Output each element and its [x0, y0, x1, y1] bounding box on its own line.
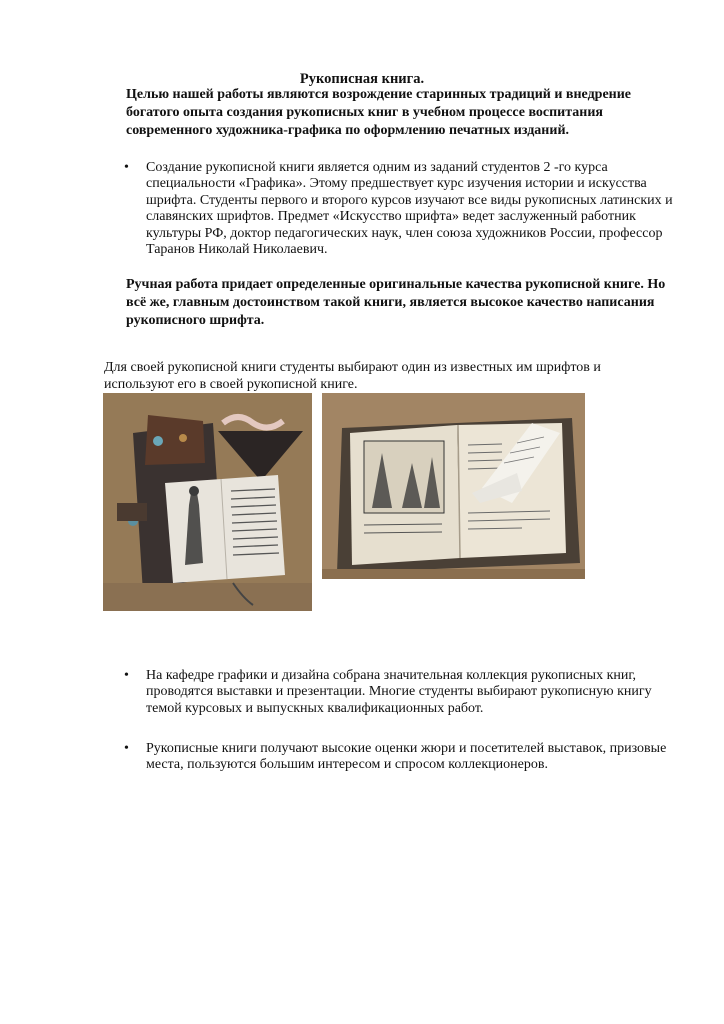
bullet-text: Создание рукописной книги является одним из заданий студентов 2 -го курса специальности «Графика». Этому предшествует курс изучения истории и искусства шрифта. Студенты первого и второго курсов изучают все виды рукописных латинских и славянских шрифтов. Предмет «Искусство шрифта» ведет заслуженный работник культуры РФ, доктор педагогических наук, член союза художников России, профессор Таранов Николай Николаевич. — [146, 160, 673, 258]
bullet-item — [124, 160, 680, 258]
bullet-item — [124, 668, 680, 717]
bullet-icon: • — [124, 741, 129, 756]
document-title: Рукописная книга. — [299, 71, 425, 87]
body-paragraph: Для своей рукописной книги студенты выбирают один из известных им шрифтов и используют его в своей рукописной книге. — [104, 360, 601, 392]
bullet-icon: • — [124, 160, 129, 175]
book-photo-2 — [322, 393, 585, 579]
book-photo-1-image — [103, 393, 312, 611]
book-photo-1 — [103, 393, 312, 611]
bullet-text: Рукописные книги получают высокие оценки жюри и посетителей выставок, призовые места, пользуются большим интересом и спросом коллекционеров. — [146, 741, 667, 773]
bold-paragraph: Ручная работа придает определенные оригинальные качества рукописной книге. Но всё же, главным достоинством такой книги, является высокое качество написания рукописного шрифта. — [126, 277, 666, 328]
bullet-icon: • — [124, 668, 129, 683]
book-photo-2-image — [322, 393, 585, 579]
bullet-text: На кафедре графики и дизайна собрана значительная коллекция рукописных книг, проводятся выставки и презентации. Многие студенты выбирают рукописную книгу темой курсовых и выпускных квалификационных работ. — [146, 668, 652, 716]
intro-paragraph: Целью нашей работы являются возрождение старинных традиций и внедрение богатого опыта создания рукописных книг в учебном процессе воспитания современного художника-графика по оформлению печатных изданий. — [126, 87, 632, 138]
bullet-item — [124, 741, 680, 774]
